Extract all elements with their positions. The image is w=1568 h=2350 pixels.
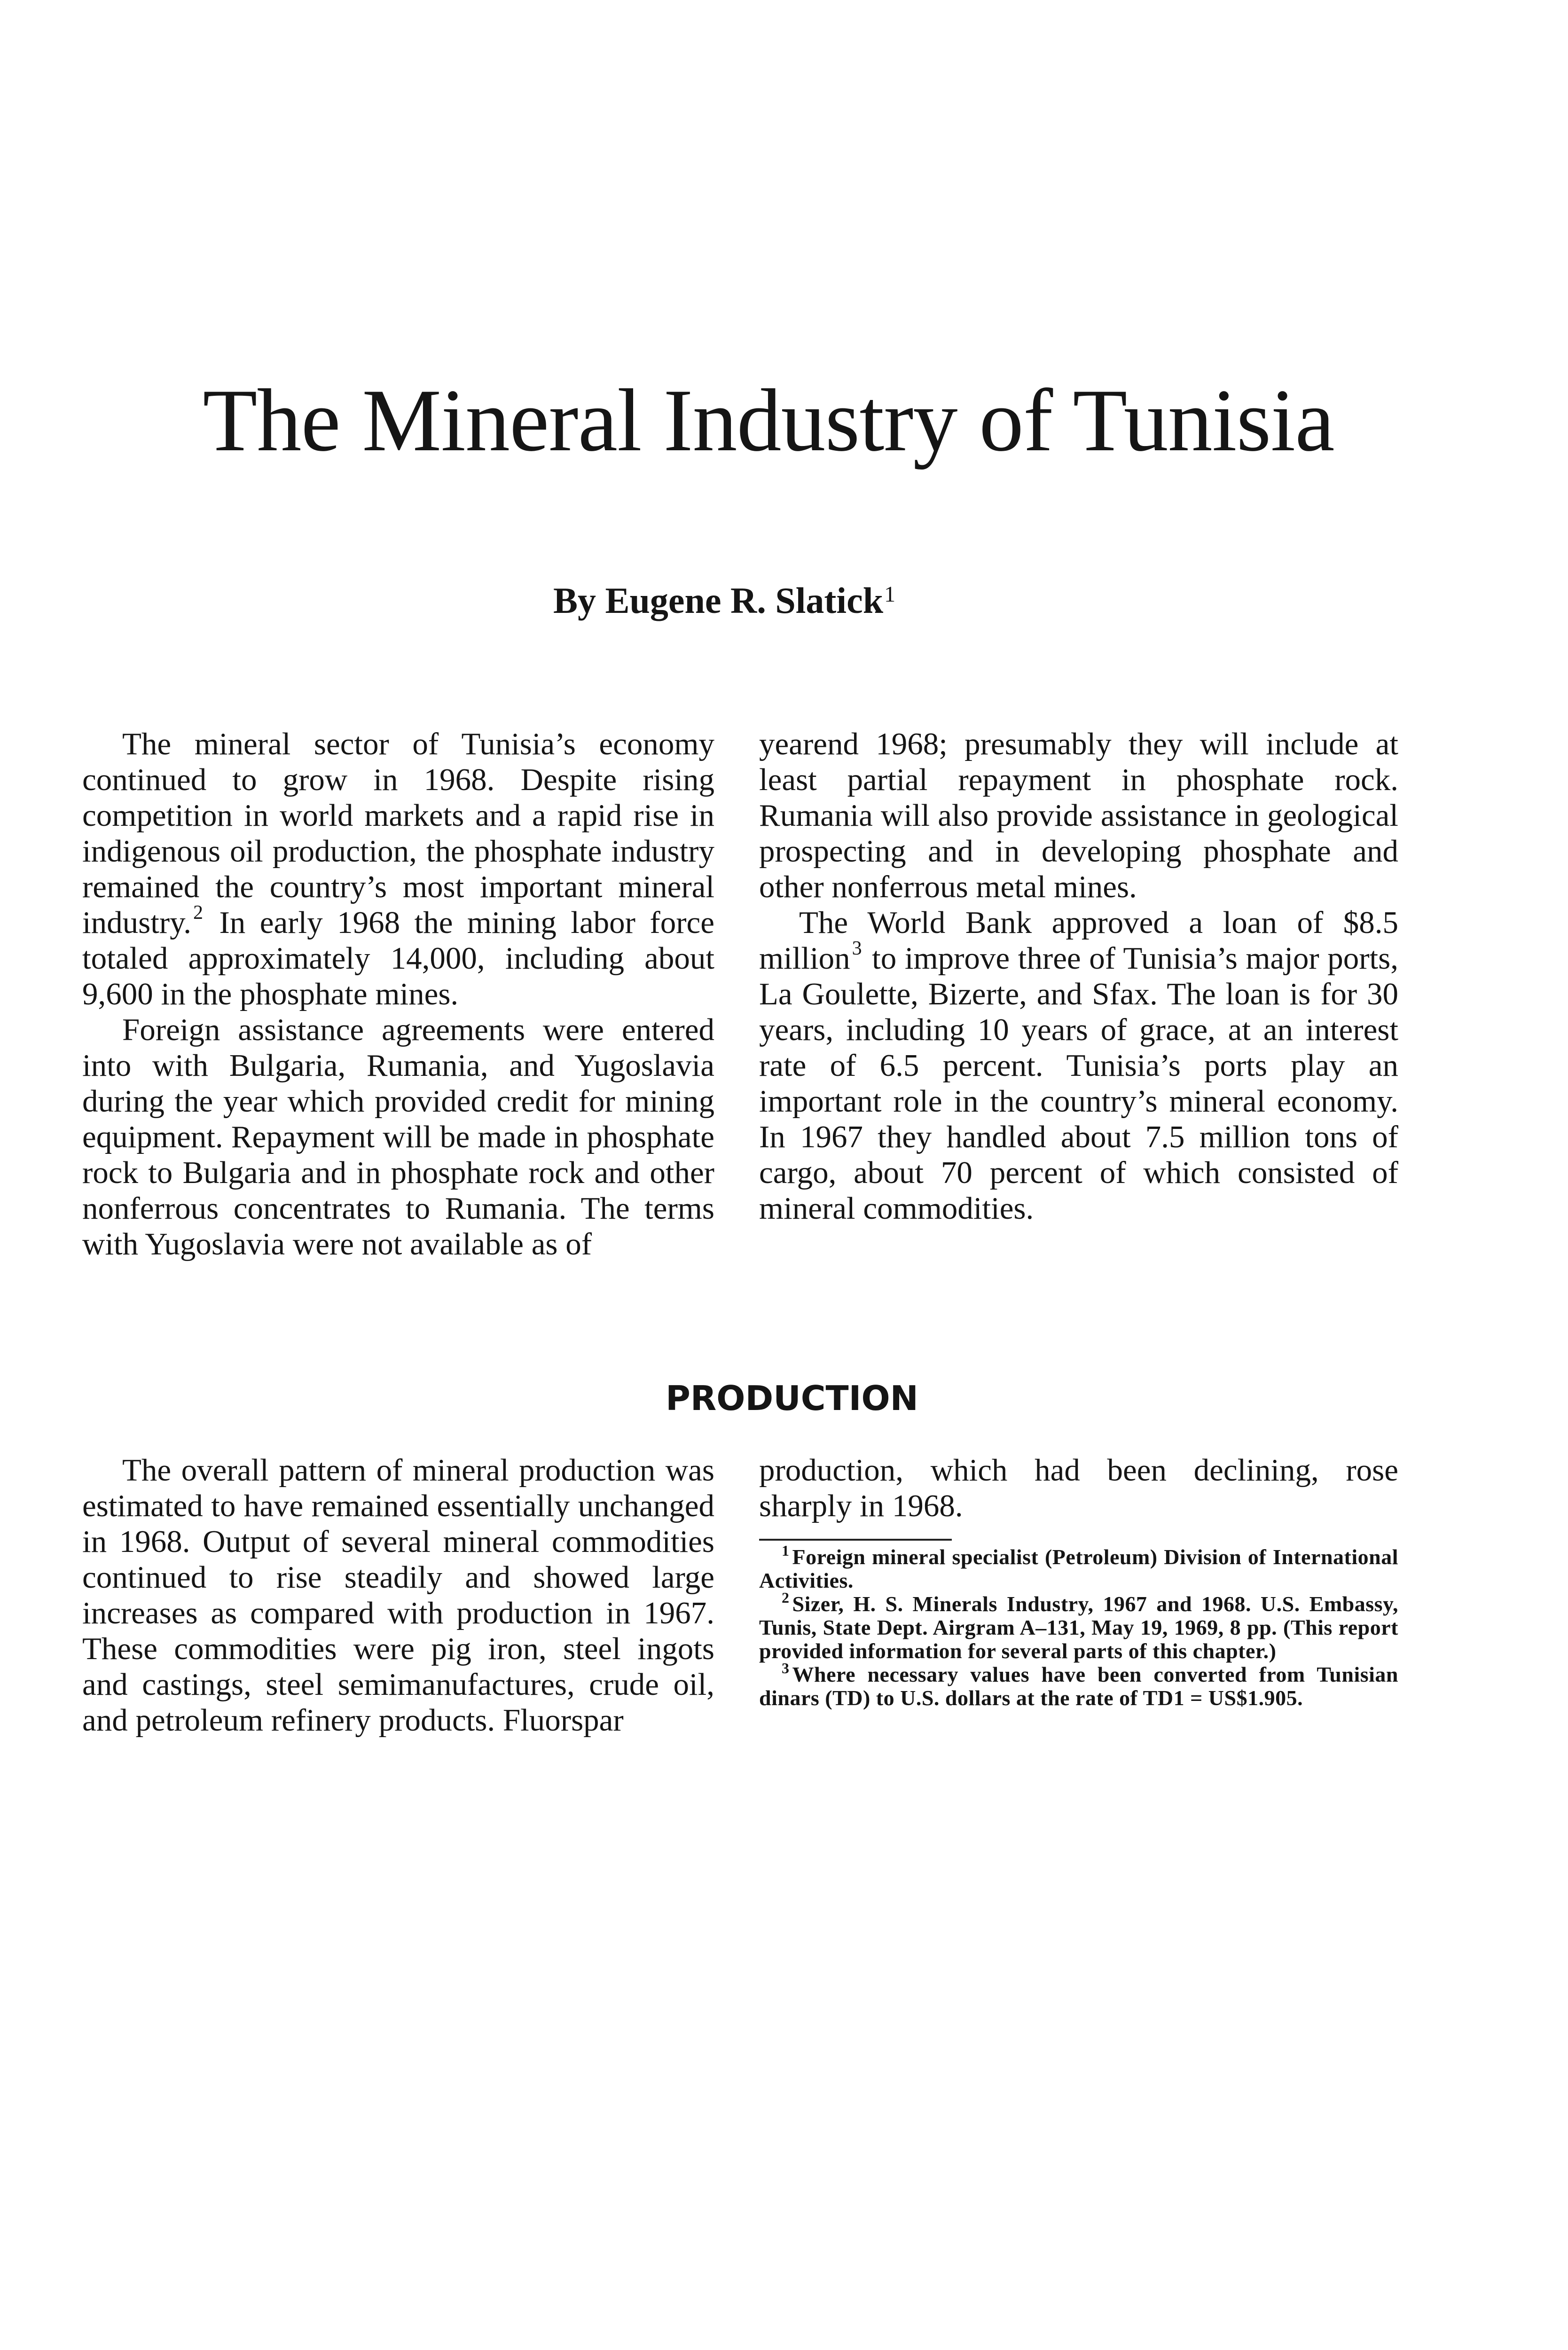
intro-paragraph-1-text-a: The mineral sector of Tunisia’s economy continued to grow in 1968. Despite rising competition in world markets and a rapid rise in indigenous oil production, the phosphate industry remained the country’s most important mineral industry. — [82, 727, 714, 940]
footnote-divider — [759, 1539, 952, 1541]
intro-paragraph-2: Foreign assistance agreements were entered into with Bulgaria, Rumania, and Yugoslavia during the year which provided credit for mining equipment. Repayment will be made in phosphate rock to Bulgaria and in phosphate rock and other nonferrous concentrates to Rumania. The terms with Yugoslavia were not available as of — [82, 1012, 714, 1261]
footnotes — [759, 1542, 1398, 1710]
production-paragraph-1: The overall pattern of mineral production was estimated to have remained essentially unchanged in 1968. Output of several mineral commodities continued to rise steadily and showed large increases as compared with production in 1967. These commodities were pig iron, steel ingots and castings, steel semimanufactures, crude oil, and petroleum refinery products. Fluorspar — [82, 1453, 714, 1738]
intro-paragraph-1-text-b: In early 1968 the mining labor force totaled approximately 14,000, including about 9,600 in the phosphate mines. — [82, 905, 714, 1011]
intro-paragraph-3-text-b: to improve three of Tunisia’s major ports, La Goulette, Bizerte, and Sfax. The loan is for 30 years, including 10 years of grace, at an interest rate of 6.5 percent. Tunisia’s ports play an important role in the country’s mineral economy. In 1967 they handled about 7.5 million tons of cargo, about 70 percent of which consisted of mineral commodities. — [759, 941, 1398, 1226]
production-paragraph-1-continued: production, which had been declining, rose sharply in 1968. — [759, 1453, 1398, 1523]
author-name: By Eugene R. Slatick — [553, 580, 884, 621]
intro-paragraph-3 — [759, 905, 1398, 1226]
intro-left-column — [82, 726, 714, 1262]
footnote-ref-2[interactable]: 2 — [193, 902, 204, 924]
intro-paragraph-1 — [82, 726, 714, 1012]
footnote-2-text: Sizer, H. S. Minerals Industry, 1967 and 1968. U.S. Embassy, Tunis, State Dept. Airgram A–131, May 19, 1969, 8 pp. (This report provided information for several parts of this chapter.) — [759, 1592, 1398, 1663]
intro-right-column — [759, 726, 1398, 1226]
production-right-column — [759, 1452, 1398, 1710]
footnote-2 — [759, 1589, 1398, 1663]
production-left-column — [82, 1452, 714, 1738]
footnote-2-mark: 2 — [782, 1589, 790, 1606]
footnote-3-mark: 3 — [782, 1660, 790, 1676]
intro-paragraph-3-text-a: The World Bank approved a loan of $8.5 million — [759, 905, 1398, 976]
footnote-3 — [759, 1660, 1398, 1710]
footnote-ref-3[interactable]: 3 — [852, 938, 862, 959]
author-byline — [553, 569, 1033, 627]
intro-paragraph-2-continued: yearend 1968; presumably they will include at least partial repayment in phosphate rock. Rumania will also provide assistance in geological prospecting and in developing phosphate and other nonferrous metal mines. — [759, 727, 1398, 904]
footnote-1-mark: 1 — [782, 1542, 790, 1559]
footnote-3-text: Where necessary values have been converted from Tunisian dinars (TD) to U.S. dollars at the rate of TD1 = US$1.905. — [759, 1662, 1398, 1710]
footnote-1-text: Foreign mineral specialist (Petroleum) Division of International Activities. — [759, 1545, 1398, 1592]
footnote-1 — [759, 1542, 1398, 1592]
section-heading-production: PRODUCTION — [666, 1379, 918, 1418]
footnote-ref-1[interactable]: 1 — [884, 582, 896, 607]
page-title: The Mineral Industry of Tunisia — [203, 371, 1334, 470]
